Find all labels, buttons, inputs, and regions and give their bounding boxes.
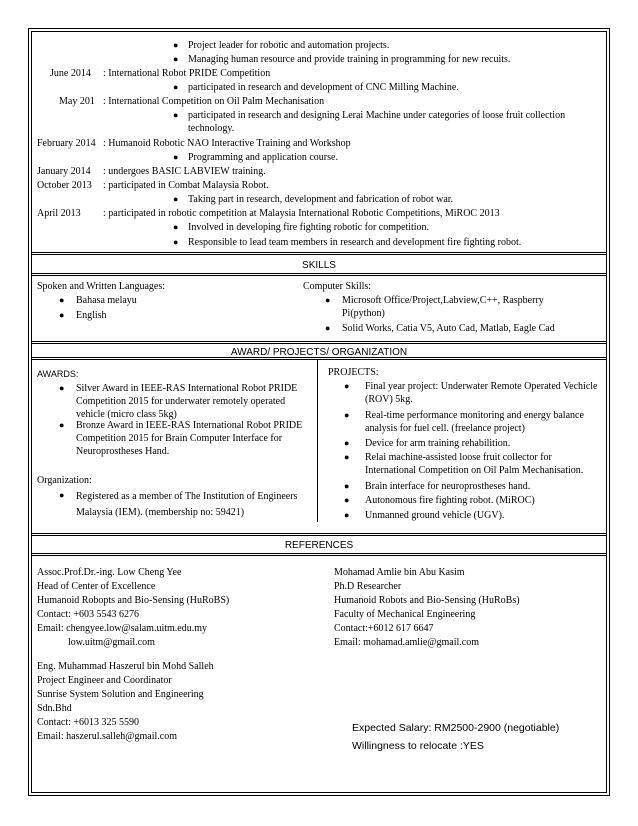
experience-desc: : International Robot PRIDE Competition: [103, 68, 271, 79]
experience-date: May 201: [59, 96, 95, 107]
section-divider: [31, 533, 607, 536]
experience-date: February 2014: [37, 138, 96, 149]
column-divider: [317, 360, 318, 522]
organization-heading: Organization:: [37, 475, 92, 486]
section-divider: [31, 341, 607, 344]
awards-heading: AWARDS:: [37, 369, 79, 379]
section-title-references: REFERENCES: [284, 540, 354, 551]
section-title-clip: [31, 346, 607, 357]
section-divider: [31, 273, 607, 276]
section-divider: [31, 553, 607, 556]
experience-desc: : Humanoid Robotic NAO Interactive Training and Workshop: [103, 138, 351, 149]
experience-date: June 2014: [50, 68, 91, 79]
experience-date: April 2013: [37, 208, 81, 219]
experience-date: October 2013: [37, 180, 92, 191]
experience-desc: : undergoes BASIC LABVIEW training.: [103, 166, 266, 177]
experience-desc: : participated in Combat Malaysia Robot.: [103, 180, 269, 191]
section-divider: [31, 357, 607, 360]
experience-desc: : participated in robotic competition at Malaysia International Robotic Competitions, MiROC 2013: [103, 208, 500, 219]
languages-heading: Spoken and Written Languages:: [37, 281, 165, 292]
experience-date: January 2014: [37, 166, 91, 177]
experience-desc: : International Competition on Oil Palm Mechanisation: [103, 96, 325, 107]
section-title-awards: AWARD/ PROJECTS/ ORGANIZATION: [230, 347, 408, 357]
section-divider: [31, 252, 607, 255]
computer-skills-heading: Computer Skills:: [303, 281, 372, 292]
expected-salary: Expected Salary: RM2500-2900 (negotiable): [352, 722, 560, 734]
projects-heading: PROJECTS:: [328, 367, 379, 378]
relocate: Willingness to relocate :YES: [352, 740, 484, 752]
section-title-skills: SKILLS: [302, 260, 336, 271]
